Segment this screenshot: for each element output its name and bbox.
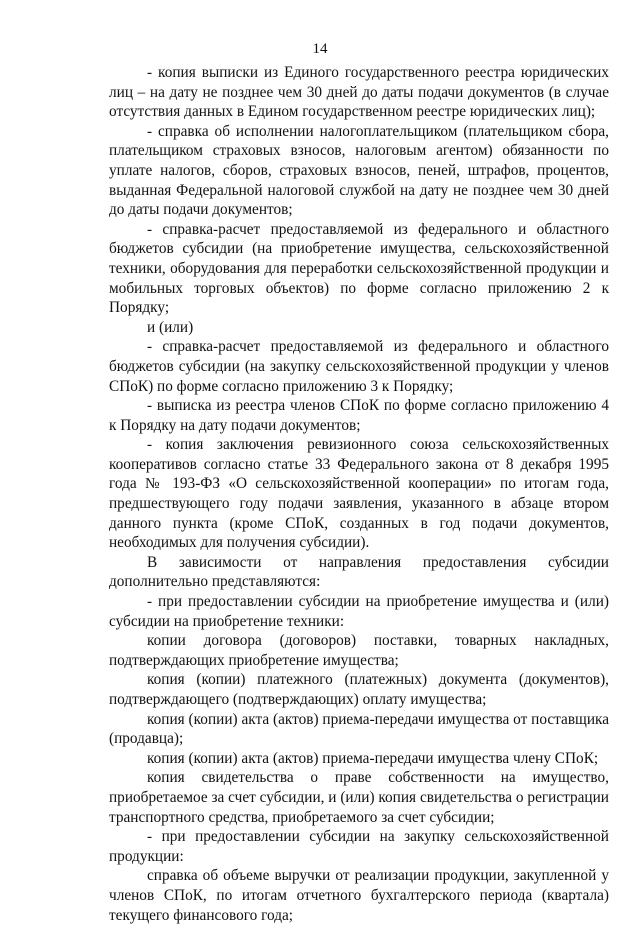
paragraph-additional-documents: В зависимости от направления предоставления субсидии дополнительно представляются:: [109, 553, 609, 591]
document-body: [109, 63, 609, 925]
paragraph-members-register-extract: - выписка из реестра членов СПоК по форме согласно приложению 4 к Порядку на дату подачи документов;: [109, 397, 609, 434]
paragraph-and-or: и (или): [147, 318, 194, 336]
paragraph-egrul-extract: - копия выписки из Единого государственного реестра юридических лиц – на дату не позднее чем 30 дней до даты подачи документов (в случае отсутствия данных в Едином государственном реестре юридических лиц);: [109, 64, 609, 121]
paragraph-acceptance-act-supplier: копия (копии) акта (актов) приема-передачи имущества от поставщика (продавца);: [109, 710, 609, 748]
paragraph-payment-documents: копия (копии) платежного (платежных) документа (документов), подтверждающего (подтверждающих) оплату имущества;: [109, 671, 609, 708]
paragraph-supply-contracts: копии договора (договоров) поставки, товарных накладных, подтверждающих приобретение имущества;: [109, 632, 609, 669]
paragraph-revenue-certificate: справка об объеме выручки от реализации продукции, закупленной у членов СПоК, по итогам отчетного бухгалтерского периода (квартала) текущего финансового года;: [109, 867, 609, 924]
paragraph-audit-union-conclusion: - копия заключения ревизионного союза сельскохозяйственных кооперативов согласно статье 33 Федерального закона от 8 декабря 1995 года № 193-ФЗ «О сельскохозяйственной кооперации» по итогам года, предшествующего году подачи заявления, указанного в абзаце втором данного пункта (кроме СПоК, созданных в год подачи документов, необходимых для получения субсидии).: [109, 436, 609, 552]
page-number: 14: [312, 41, 328, 57]
paragraph-tax-certificate: - справка об исполнении налогоплательщиком (плательщиком сбора, плательщиком страховых взносов, налоговым агентом) обязанности по уплате налогов, сборов, страховых взносов, пеней, штрафов, процентов, выданная Федеральной налоговой службой на дату не позднее чем 30 дней до даты подачи документов;: [109, 122, 609, 219]
paragraph-subsidy-calculation-purchase: - справка-расчет предоставляемой из федерального и областного бюджетов субсидии (на закупку сельскохозяйственной продукции у членов СПоК) по форме согласно приложению 3 к Порядку;: [109, 338, 609, 395]
paragraph-purchase-subsidy-case: - при предоставлении субсидии на закупку сельскохозяйственной продукции:: [109, 828, 609, 865]
paragraph-subsidy-calculation-property: - справка-расчет предоставляемой из федерального и областного бюджетов субсидии (на приобретение имущества, сельскохозяйственной техники, оборудования для переработки сельскохозяйственной продукции и мобильных торговых объектов) по форме согласно приложению 2 к Порядку;: [109, 220, 609, 317]
paragraph-property-subsidy-case: - при предоставлении субсидии на приобретение имущества и (или) субсидии на приобретение техники:: [109, 593, 609, 630]
paragraph-ownership-certificate: копия свидетельства о праве собственности на имущество, приобретаемое за счет субсидии, и (или) копия свидетельства о регистрации транспортного средства, приобретаемого за счет субсидии;: [109, 769, 609, 826]
paragraph-acceptance-act-member: копия (копии) акта (актов) приема-передачи имущества члену СПоК;: [147, 749, 599, 767]
